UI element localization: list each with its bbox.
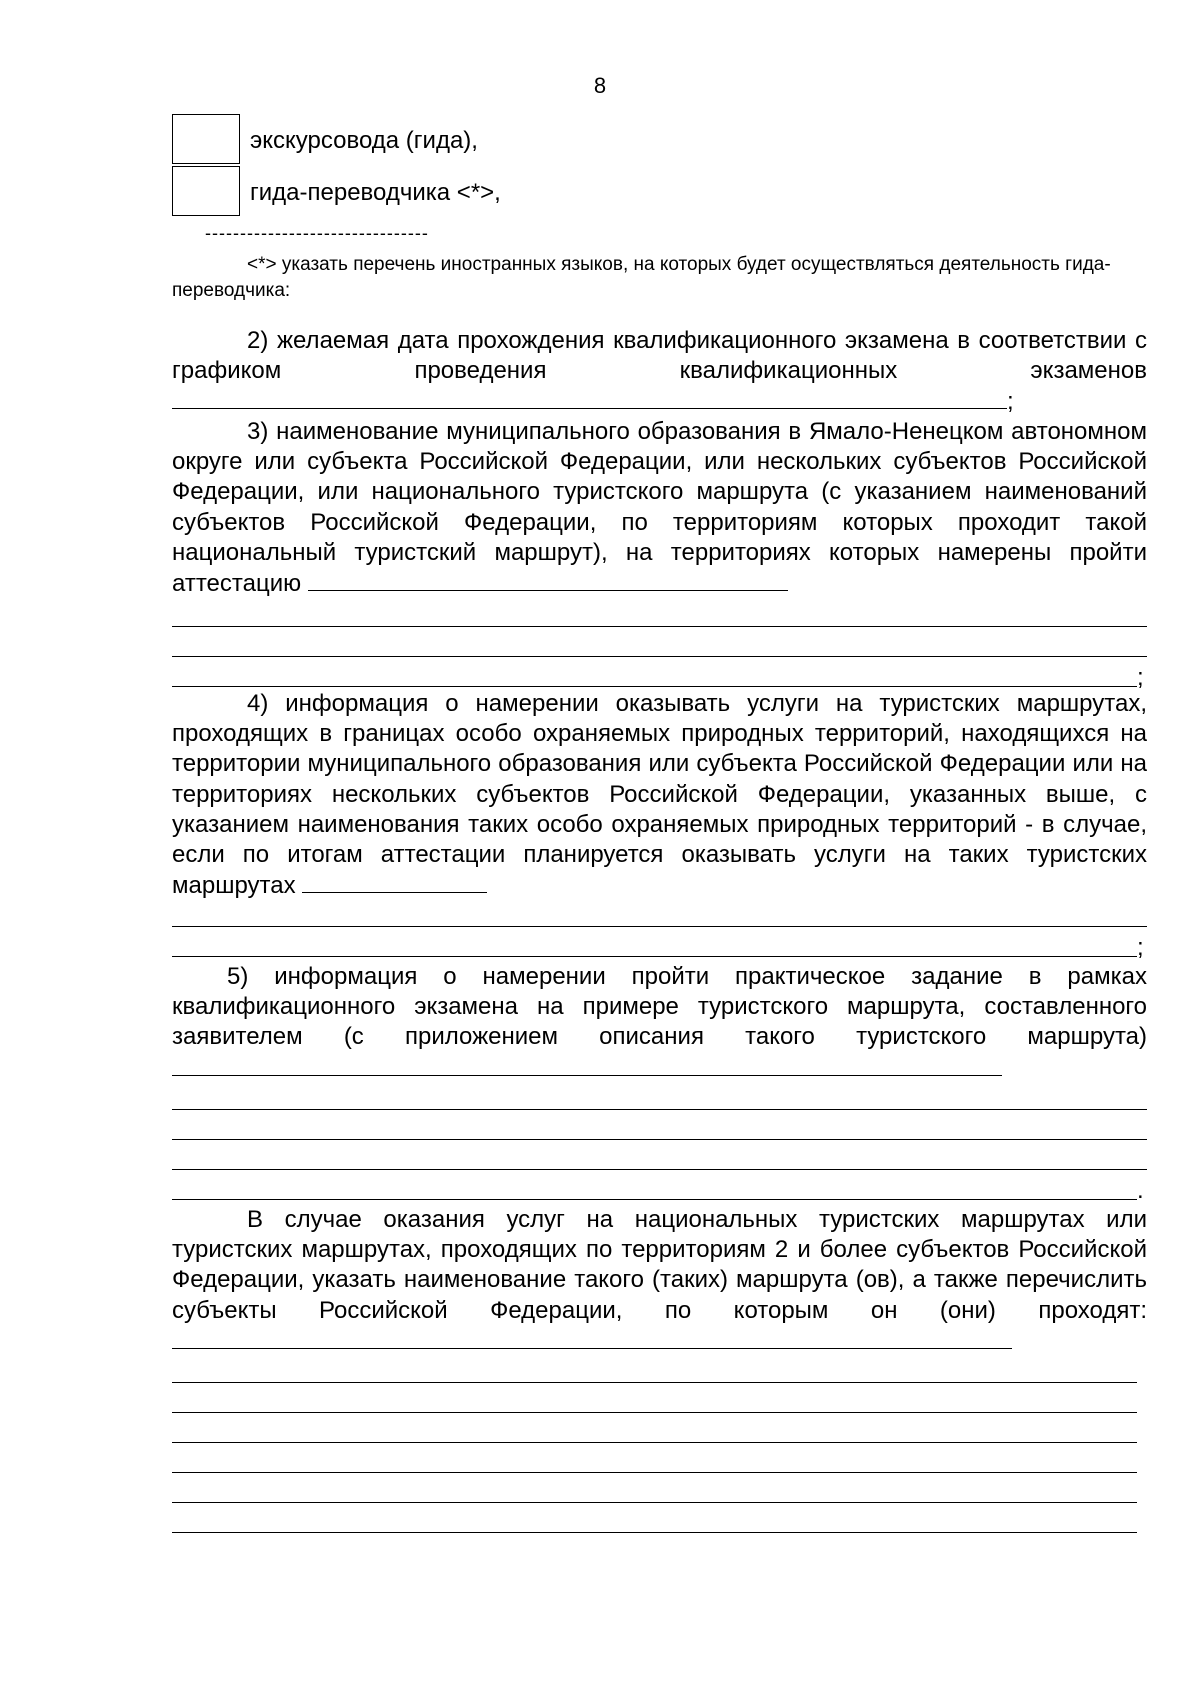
item-3-number: 3) <box>247 418 269 445</box>
item-4-text: информация о намерении оказывать услуги на туристских маршрутах, проходящих в границах особо охраняемых природных территорий, находящихся на территории муниципального образования или субъекта Российской Федерации или на территориях нескольких субъектов Российской Федерации, указанных выше, с указанием наименования таких особо охраняемых природных территорий - в случае, если по итогам аттестации планируется оказывать услуги на таких туристских маршрутах <box>172 690 1147 900</box>
practical-task-line-3[interactable] <box>172 1169 1147 1170</box>
attestation-territory-line-1[interactable] <box>172 626 1147 627</box>
practical-task-line-2[interactable] <box>172 1139 1147 1140</box>
attestation-territory-field[interactable] <box>308 568 788 591</box>
checkbox-guide-interpreter[interactable] <box>172 166 240 216</box>
footnote <box>172 252 1147 304</box>
national-routes-line-3[interactable] <box>172 1442 1137 1443</box>
item-3-text: наименование муниципального образования в Ямало-Ненецком автономном округе или субъекта Российской Федерации, или нескольких субъектов Российской Федерации, или национального туристского маршрута (с указанием наименований субъектов Российской Федерации, по территориям которых проходит такой национальный туристский маршрут), на территориях которых намерены пройти аттестацию <box>172 418 1148 598</box>
national-routes-line-1[interactable] <box>172 1382 1137 1383</box>
item-2-number: 2) <box>247 327 269 354</box>
item-2 <box>172 326 1147 418</box>
national-routes-line-2[interactable] <box>172 1412 1137 1413</box>
protected-areas-line-2[interactable] <box>172 956 1137 957</box>
item-3 <box>172 417 1147 599</box>
national-routes-text: В случае оказания услуг на национальных туристских маршрутах или туристских маршрутах, проходящих по территориям 2 и более субъектов Российской Федерации, указать наименование такого (таких) маршрута (ов), а также перечислить субъекты Российской Федерации, по которым он (они) проходят: <box>172 1206 1147 1324</box>
checkbox-label-excursion-guide: экскурсовода (гида), <box>250 127 478 154</box>
item-5-text: информация о намерении пройти практическое задание в рамках квалификационного экзамена на примере туристского маршрута, составленного заявителем (с приложением описания такого туристского маршрута) <box>172 963 1147 1051</box>
item-2-terminator: ; <box>1007 388 1014 416</box>
item-5 <box>172 962 1147 1084</box>
item-3-terminator: ; <box>1137 664 1144 691</box>
checkbox-excursion-guide[interactable] <box>172 114 240 164</box>
page-number: 8 <box>593 73 607 98</box>
checkbox-label-guide-interpreter: гида-переводчика <*>, <box>250 179 501 206</box>
national-routes-paragraph <box>172 1205 1147 1357</box>
item-4 <box>172 689 1147 901</box>
protected-areas-field[interactable] <box>302 870 487 893</box>
attestation-territory-line-3[interactable] <box>172 686 1137 687</box>
national-routes-line-5[interactable] <box>172 1502 1137 1503</box>
practical-task-line-4[interactable] <box>172 1199 1137 1200</box>
footnote-text: <*> указать перечень иностранных языков, на которых будет осуществляться деятельность гида-переводчика: <box>172 254 1111 301</box>
national-routes-field[interactable] <box>172 1326 1012 1349</box>
national-routes-line-6[interactable] <box>172 1532 1137 1533</box>
item-2-text: желаемая дата прохождения квалификационного экзамена в соответствии с графиком проведения квалификационных экзаменов <box>172 327 1147 385</box>
item-4-number: 4) <box>247 690 269 717</box>
protected-areas-line-1[interactable] <box>172 926 1147 927</box>
national-routes-line-4[interactable] <box>172 1472 1137 1473</box>
practical-task-line-1[interactable] <box>172 1109 1147 1110</box>
item-4-terminator: ; <box>1137 934 1144 961</box>
item-5-number: 5) <box>227 963 249 990</box>
attestation-territory-line-2[interactable] <box>172 656 1147 657</box>
item-5-terminator: . <box>1137 1177 1144 1204</box>
footnote-separator: -------------------------------- <box>205 223 429 243</box>
exam-date-field[interactable] <box>172 386 1007 409</box>
practical-task-field[interactable] <box>172 1053 1002 1076</box>
